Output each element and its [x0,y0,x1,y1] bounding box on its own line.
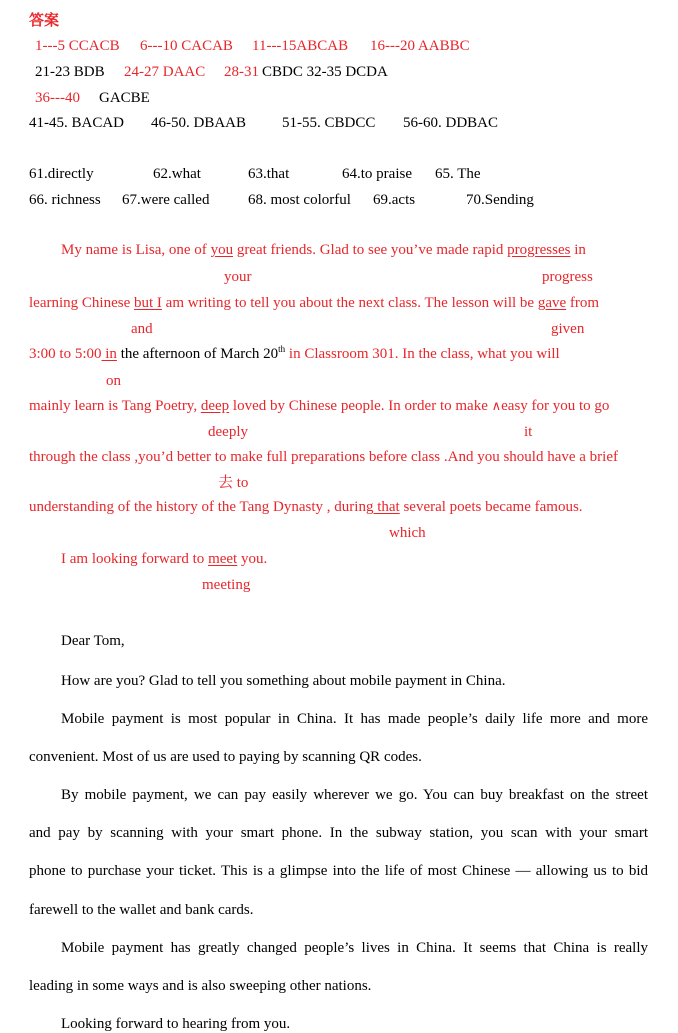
correction-fix-to: 去 to [218,475,249,491]
mc-24-27: 24-27 DAAC [124,64,206,80]
mc-1-5: 1---5 CCACB [35,38,120,54]
correction-fix-your: your [224,269,252,285]
correction-fix-meeting: meeting [202,577,251,593]
letter-closing: Looking forward to hearing from you. [61,1016,291,1032]
correction-line-3: 3:00 to 5:00 in the afternoon of March 20th in Classroom 301. In the class, what you will [29,344,560,362]
letter-p1: How are you? Glad to tell you something about mobile payment in China. [61,673,506,689]
fill-67: 67.were called [122,192,210,208]
fill-63: 63.that [248,166,290,182]
letter-p4-line2: leading in some ways and is also sweeping other nations. [29,978,372,994]
correction-fix-and: and [131,321,153,337]
letter-p2-line2: convenient. Most of us are used to paying by scanning QR codes. [29,749,422,765]
correction-fix-given: given [551,321,585,337]
letter-p3-line4: farewell to the wallet and bank cards. [29,902,254,918]
fill-66: 66. richness [29,192,101,208]
fill-68: 68. most colorful [248,192,351,208]
mc-6-10: 6---10 CACAB [140,38,233,54]
mc-36-40-label: 36---40 [35,90,80,106]
letter-p2-line1: Mobile payment is most popular in China. It has made people’s daily life more and more [61,711,648,727]
letter-p4-line1: Mobile payment has greatly changed people’s lives in China. It seems that China is really [61,940,648,956]
fill-62: 62.what [153,166,201,182]
fill-70: 70.Sending [466,192,534,208]
correction-fix-progress: progress [542,269,593,285]
correction-fix-on: on [106,373,121,389]
correction-fix-which: which [389,525,426,541]
mc-51-55: 51-55. CBDCC [282,115,376,131]
mc-21-23: 21-23 BDB [35,64,105,80]
correction-line-6: understanding of the history of the Tang Dynasty , during that several poets became famous. [29,499,583,515]
correction-line-5: through the class ,you’d better to make full preparations before class .And you should have a brief [29,449,618,465]
correction-line-1: My name is Lisa, one of you great friends. Glad to see you’ve made rapid progresses in [61,242,586,258]
letter-p3-line1: By mobile payment, we can pay easily wherever we go. You can buy breakfast on the street [61,787,648,803]
mc-16-20: 16---20 AABBC [370,38,470,54]
mc-46-50: 46-50. DBAAB [151,115,247,131]
correction-fix-deeply: deeply [208,424,248,440]
fill-69: 69.acts [373,192,416,208]
correction-line-2: learning Chinese but I am writing to tell you about the next class. The lesson will be gave from [29,295,600,311]
fill-64: 64.to praise [342,166,412,182]
mc-28-31-label: 28-31 [224,64,259,80]
answer-title: 答案 [29,11,60,29]
fill-65: 65. The [435,166,481,182]
correction-fix-it: it [524,424,533,440]
letter-greeting: Dear Tom, [61,633,125,649]
mc-36-40: GACBE [99,90,150,106]
insert-caret-icon: ∧ [491,399,502,414]
mc-11-15: 11---15ABCAB [252,38,349,54]
mc-56-60: 56-60. DDBAC [403,115,499,131]
letter-p3-line2: and pay by scanning with your smart phone. In the subway station, you scan with your smart [29,825,648,841]
fill-61: 61.directly [29,166,94,182]
mc-28-35: CBDC 32-35 DCDA [262,64,388,80]
mc-41-45: 41-45. BACAD [29,115,125,131]
correction-line-7: I am looking forward to meet you. [61,551,268,567]
correction-line-4: mainly learn is Tang Poetry, deep loved by Chinese people. In order to make ∧easy for you to go [29,398,610,414]
letter-p3-line3: phone to purchase your ticket. This is a glimpse into the life of most Chinese — allowing us to bid [29,863,648,879]
